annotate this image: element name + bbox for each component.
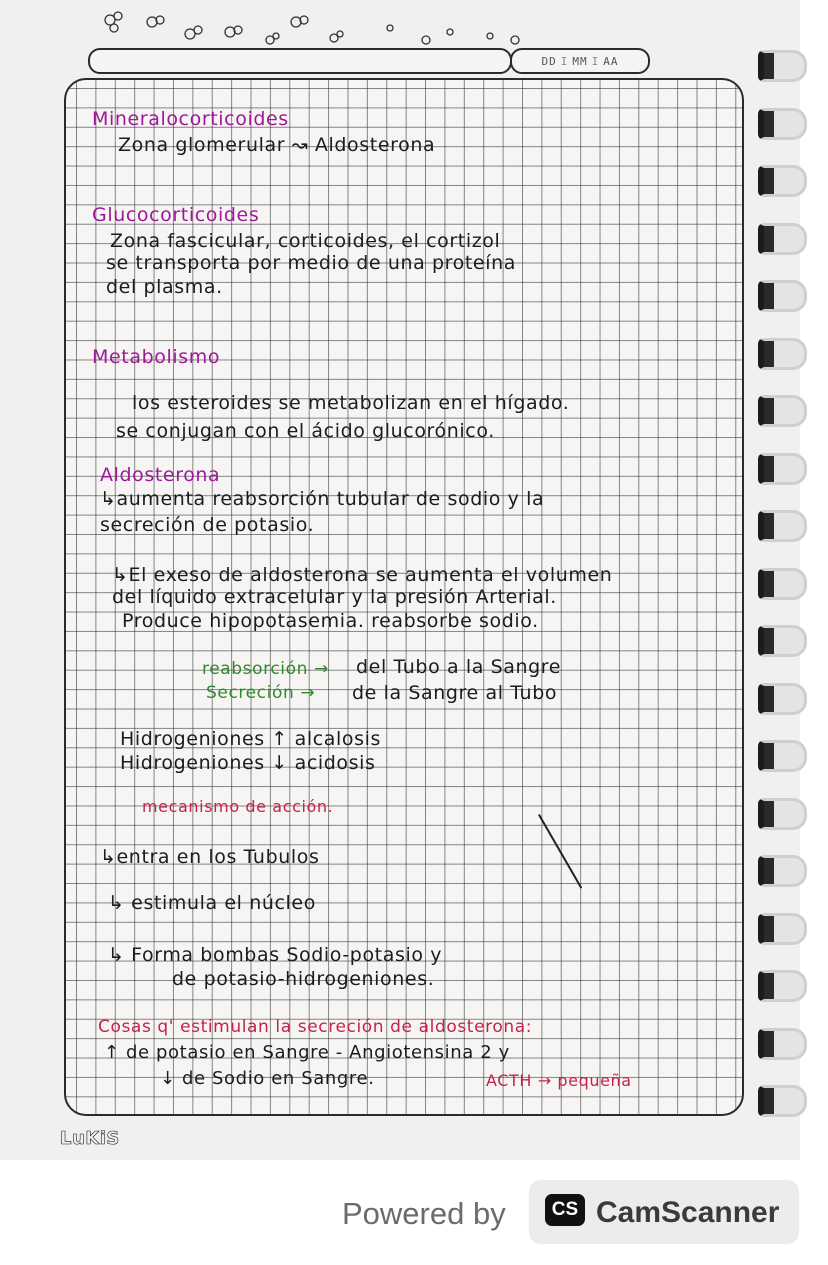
- spiral-ring: [758, 395, 807, 427]
- flower-doodles: [90, 6, 530, 46]
- note-line: se transporta por medio de una proteína: [106, 252, 516, 274]
- spiral-ring: [758, 223, 807, 255]
- note-line: Hidrogeniones ↑ alcalosis: [120, 728, 381, 750]
- note-line: de potasio-hidrogeniones.: [172, 968, 435, 990]
- note-line: del plasma.: [106, 276, 223, 298]
- note-line: ↓ de Sodio en Sangre.: [160, 1068, 375, 1089]
- camscanner-logo-icon: CS: [545, 1194, 585, 1226]
- note-secrecion-label: Secreción →: [206, 683, 316, 703]
- signature: LuKiS: [60, 1128, 120, 1149]
- subtitle-cosas-que-estimulan: Cosas q' estimulan la secreción de aldosterona:: [98, 1017, 533, 1037]
- note-line: Produce hipopotasemia. reabsorbe sodio.: [122, 610, 539, 632]
- spiral-ring: [758, 453, 807, 485]
- powered-by-label: Powered by: [342, 1196, 506, 1231]
- note-line: de la Sangre al Tubo: [352, 682, 558, 704]
- date-year-label: AA: [603, 54, 619, 68]
- spiral-ring: [758, 568, 807, 600]
- note-line: Zona glomerular ↝ Aldosterona: [118, 134, 436, 156]
- note-reabsorcion-label: reabsorción →: [202, 659, 329, 679]
- spiral-ring: [758, 165, 807, 197]
- section-title-glucocorticoides: Glucocorticoides: [92, 204, 260, 226]
- spiral-ring: [758, 510, 807, 542]
- date-separator: I: [591, 54, 600, 68]
- spiral-ring: [758, 683, 807, 715]
- date-separator: I: [560, 54, 569, 68]
- note-line: Zona fascicular, corticoides, el cortizol: [110, 230, 501, 252]
- spiral-ring: [758, 338, 807, 370]
- note-line: ↳aumenta reabsorción tubular de sodio y la: [100, 488, 545, 510]
- note-line: del líquido extracelular y la presión Arterial.: [112, 586, 557, 608]
- note-line: ↑ de potasio en Sangre - Angiotensina 2 y: [104, 1042, 510, 1063]
- spiral-ring: [758, 855, 807, 887]
- note-line: ↳ Forma bombas Sodio-potasio y: [108, 944, 443, 966]
- note-line: ↳El exeso de aldosterona se aumenta el volumen: [112, 564, 613, 586]
- section-title-mineralocorticoides: Mineralocorticoides: [92, 108, 289, 130]
- note-line: Hidrogeniones ↓ acidosis: [120, 752, 376, 774]
- note-line: ↳entra en los Tubulos: [100, 846, 320, 868]
- note-line: se conjugan con el ácido glucorónico.: [116, 420, 495, 442]
- date-month-label: MM: [572, 54, 588, 68]
- spiral-ring: [758, 108, 807, 140]
- camscanner-brand: CamScanner: [596, 1196, 780, 1229]
- spiral-ring: [758, 1028, 807, 1060]
- spiral-ring: [758, 280, 807, 312]
- spiral-ring: [758, 913, 807, 945]
- note-line: secreción de potasio.: [100, 514, 315, 536]
- note-line: los esteroides se metabolizan en el hígado.: [132, 392, 570, 414]
- section-title-metabolismo: Metabolismo: [92, 346, 221, 368]
- subtitle-mecanismo-de-accion: mecanismo de acción.: [142, 797, 334, 816]
- spiral-ring: [758, 798, 807, 830]
- note-line: del Tubo a la Sangre: [356, 656, 562, 678]
- section-title-aldosterona: Aldosterona: [100, 464, 221, 486]
- note-line: ↳ estimula el núcleo: [108, 892, 316, 914]
- spiral-ring: [758, 50, 807, 82]
- spiral-ring: [758, 970, 807, 1002]
- title-field: [88, 48, 512, 74]
- date-day-label: DD: [541, 54, 557, 68]
- spiral-ring: [758, 1085, 807, 1117]
- note-acth: ACTH → pequeña: [486, 1071, 632, 1090]
- grid-notes-area: [64, 78, 744, 1116]
- spiral-binding: [752, 50, 800, 1130]
- spiral-ring: [758, 740, 807, 772]
- spiral-ring: [758, 625, 807, 657]
- date-field: [510, 48, 650, 74]
